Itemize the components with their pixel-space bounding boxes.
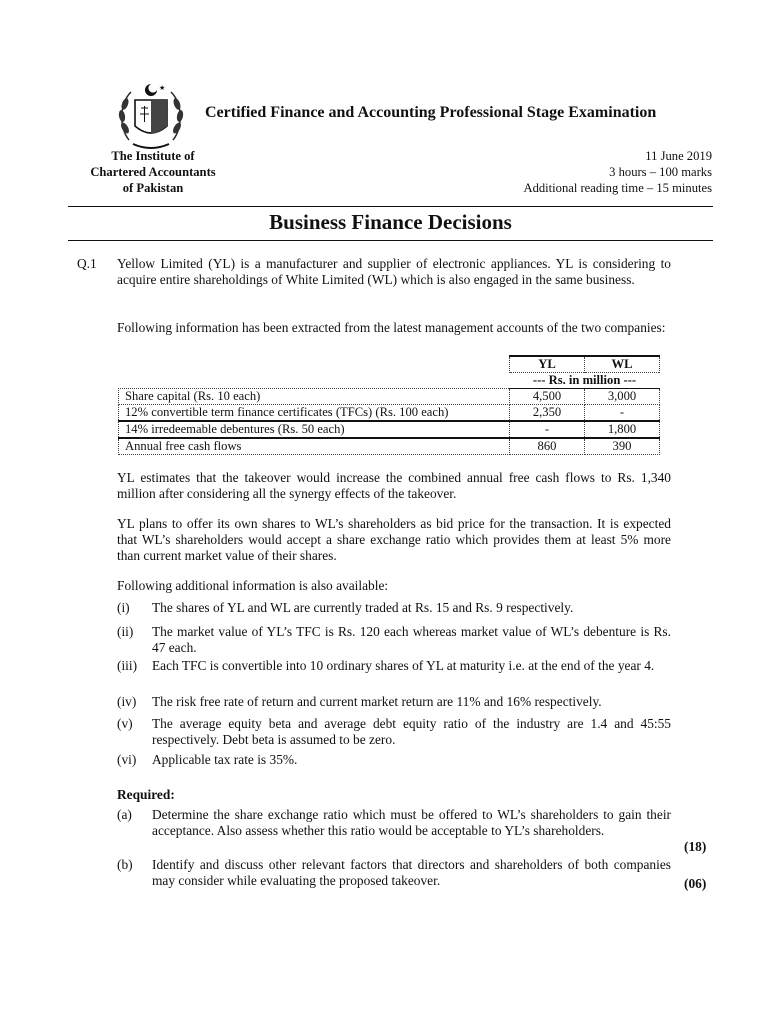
table-row (119, 405, 660, 422)
item-number: (vi) (117, 752, 137, 767)
item-number: (v) (117, 716, 133, 731)
cell-yl: 860 (510, 438, 585, 455)
item-text: Each TFC is convertible into 10 ordinary shares of YL at maturity i.e. at the end of the year 4. (152, 658, 655, 673)
item-text: The risk free rate of return and current market return are 11% and 16% respectively. (152, 694, 602, 709)
question-intro: Yellow Limited (YL) is a manufacturer and supplier of electronic appliances. YL is considering to acquire entire shareholdings of White Limited (WL) which is also engaged in the same business. (117, 256, 671, 287)
item-text: The market value of YL’s TFC is Rs. 120 each whereas market value of WL’s debenture is Rs. 47 each. (152, 624, 671, 655)
cell-yl: 2,350 (510, 405, 585, 422)
bid-paragraph: YL plans to offer its own shares to WL’s shareholders as bid price for the transaction. It is expected that WL’s shareholders would accept a share exchange ratio which provides them at least 5% more than current market value of their shares. (117, 516, 671, 563)
table-header-row (119, 356, 660, 373)
row-label: 12% convertible term finance certificates (TFCs) (Rs. 100 each) (119, 405, 510, 422)
item-number: (iv) (117, 694, 137, 709)
exam-meta (523, 148, 712, 196)
table-intro: Following information has been extracted from the latest management accounts of the two companies: (117, 320, 666, 335)
marks-label: (18) (684, 839, 707, 854)
item-number: (iii) (117, 658, 138, 673)
svg-text:★: ★ (159, 84, 166, 92)
required-label: Required: (117, 787, 175, 802)
unit-label: --- Rs. in million --- (510, 373, 660, 389)
cell-wl: - (585, 405, 660, 422)
institute-line: Chartered Accountants (90, 165, 216, 179)
question-number: Q.1 (77, 256, 97, 271)
exam-date: 11 June 2019 (645, 149, 712, 163)
list-item (117, 624, 671, 656)
financial-table (118, 355, 660, 455)
marks-label: (06) (684, 876, 707, 891)
row-label: Share capital (Rs. 10 each) (119, 389, 510, 405)
institute-line: of Pakistan (122, 181, 184, 195)
row-label: Annual free cash flows (119, 438, 510, 455)
item-text: Determine the share exchange ratio which must be offered to WL’s shareholders to gain their acceptance. Also assess whether this ratio would be acceptable to YL’s shareholders. (152, 807, 671, 838)
cell-wl: 3,000 (585, 389, 660, 405)
institute-name (70, 148, 236, 196)
item-number: (b) (117, 857, 133, 872)
column-header-wl: WL (585, 356, 660, 373)
item-number: (a) (117, 807, 132, 822)
institute-logo-emblem (115, 78, 187, 154)
synergy-paragraph: YL estimates that the takeover would increase the combined annual free cash flows to Rs. 1,340 million after considering all the synergy effects of the takeover. (117, 470, 671, 501)
row-label: 14% irredeemable debentures (Rs. 50 each) (119, 421, 510, 438)
cell-wl: 390 (585, 438, 660, 455)
table-unit-row (119, 373, 660, 389)
required-item (117, 857, 671, 889)
cell-yl: 4,500 (510, 389, 585, 405)
subject-title: Business Finance Decisions (269, 210, 512, 234)
exam-title: Certified Finance and Accounting Professional Stage Examination (205, 104, 657, 121)
column-header-yl: YL (510, 356, 585, 373)
exam-reading-time: Additional reading time – 15 minutes (523, 181, 712, 195)
divider (68, 206, 713, 207)
divider (68, 240, 713, 241)
table-row (119, 421, 660, 438)
item-number: (ii) (117, 624, 134, 639)
institute-line: The Institute of (111, 149, 195, 163)
item-text: The average equity beta and average debt equity ratio of the industry are 1.4 and 45:55 respectively. Debt beta is assumed to be zero. (152, 716, 671, 747)
item-text: Identify and discuss other relevant factors that directors and shareholders of both companies may consider while evaluating the proposed takeover. (152, 857, 671, 888)
list-item (117, 694, 671, 710)
item-text: Applicable tax rate is 35%. (152, 752, 298, 767)
list-item (117, 716, 671, 748)
item-text: The shares of YL and WL are currently traded at Rs. 15 and Rs. 9 respectively. (152, 600, 574, 615)
cell-yl: - (510, 421, 585, 438)
list-item (117, 752, 671, 768)
additional-info-intro: Following additional information is also available: (117, 578, 389, 593)
table-row (119, 438, 660, 455)
list-item (117, 600, 671, 616)
exam-duration: 3 hours – 100 marks (609, 165, 712, 179)
required-item (117, 807, 671, 839)
table-row (119, 389, 660, 405)
list-item (117, 658, 671, 674)
cell-wl: 1,800 (585, 421, 660, 438)
item-number: (i) (117, 600, 130, 615)
